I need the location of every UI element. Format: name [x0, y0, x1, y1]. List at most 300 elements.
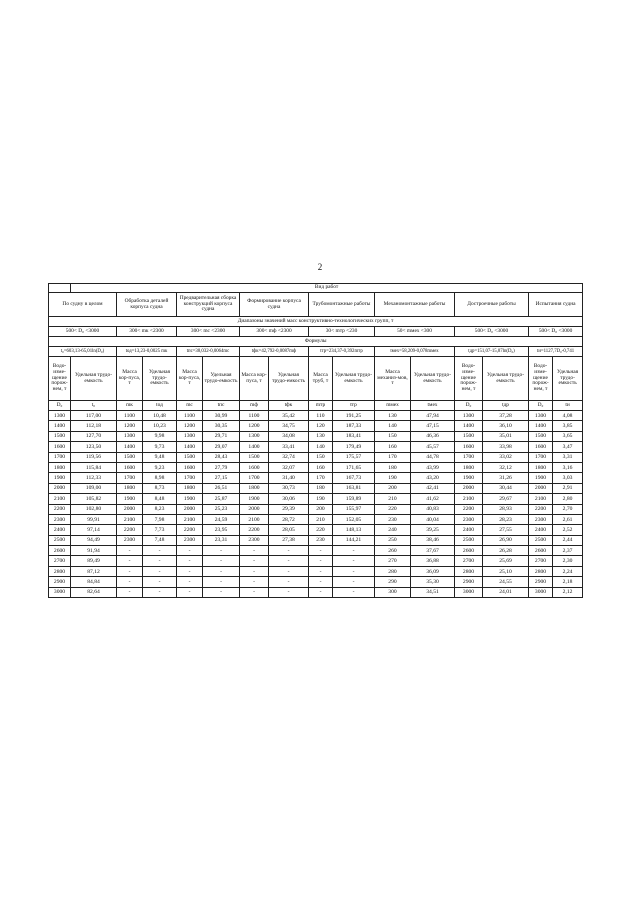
- table-cell: 31,26: [483, 473, 529, 483]
- table-cell: -: [240, 546, 269, 556]
- table-cell: 2900: [455, 577, 483, 587]
- table-cell: 9,23: [143, 462, 177, 472]
- table-cell: -: [333, 556, 375, 566]
- table-cell: 1800: [529, 462, 553, 472]
- table-cell: 1100: [177, 411, 203, 421]
- table-cell: 36,88: [411, 556, 455, 566]
- table-cell: 1300: [529, 411, 553, 421]
- table-cell: 35,30: [411, 577, 455, 587]
- table-cell: 1600: [455, 442, 483, 452]
- table-cell: 33,02: [483, 452, 529, 462]
- column-symbol: D₀: [455, 401, 483, 411]
- table-cell: 2300: [49, 514, 71, 524]
- table-cell: 2000: [455, 483, 483, 493]
- table-cell: -: [177, 587, 203, 597]
- range-value: 300< mc <2300: [177, 327, 240, 337]
- table-cell: 37,28: [483, 411, 529, 421]
- column-header: Водо-изме-щение порож-нем, т: [529, 357, 553, 401]
- table-cell: 2900: [529, 577, 553, 587]
- column-header: Масса кор-пуса, т: [240, 357, 269, 401]
- table-cell: 2500: [49, 535, 71, 545]
- table-cell: 34,51: [411, 587, 455, 597]
- table-cell: 119,56: [71, 452, 117, 462]
- table-cell: 8,23: [143, 504, 177, 514]
- table-cell: 30,44: [483, 483, 529, 493]
- table-cell: 171,65: [333, 462, 375, 472]
- table-cell: 179,49: [333, 442, 375, 452]
- table-cell: 150: [375, 431, 411, 441]
- table-cell: 140: [375, 421, 411, 431]
- table-cell: 163,81: [333, 483, 375, 493]
- table-cell: 36,10: [483, 421, 529, 431]
- table-cell: 82,64: [71, 587, 117, 597]
- table-cell: 25,10: [483, 566, 529, 576]
- table-cell: 152,05: [333, 514, 375, 524]
- formula: tпс=38,032-0,0064mc: [177, 347, 240, 357]
- table-cell: 2500: [529, 535, 553, 545]
- range-value: 30< mтр <230: [309, 327, 375, 337]
- table-row: [49, 587, 583, 597]
- table-cell: 3,31: [553, 452, 583, 462]
- column-symbol: tдр: [483, 401, 529, 411]
- table-cell: 2400: [455, 525, 483, 535]
- table-cell: 1700: [49, 452, 71, 462]
- table-cell: 2700: [455, 556, 483, 566]
- table-cell: 30,35: [203, 421, 240, 431]
- page-number: 2: [317, 262, 323, 272]
- table-cell: 1900: [240, 494, 269, 504]
- table-cell: 8,73: [143, 483, 177, 493]
- table-row: [49, 577, 583, 587]
- table-cell: 2800: [529, 566, 553, 576]
- table-row: [49, 473, 583, 483]
- table-cell: 2500: [455, 535, 483, 545]
- table-cell: -: [269, 587, 309, 597]
- table-cell: 191,25: [333, 411, 375, 421]
- table-cell: 130: [309, 431, 333, 441]
- table-cell: 1500: [49, 431, 71, 441]
- table-cell: 46,36: [411, 431, 455, 441]
- column-symbol: mc: [177, 401, 203, 411]
- table-cell: 1500: [529, 431, 553, 441]
- table-cell: 8,98: [143, 473, 177, 483]
- table-cell: 2300: [455, 514, 483, 524]
- table-row: [49, 535, 583, 545]
- table-cell: 45,57: [411, 442, 455, 452]
- table-cell: -: [117, 587, 143, 597]
- table-cell: -: [177, 546, 203, 556]
- table-cell: 9,48: [143, 452, 177, 462]
- formula: t₀=603,13-65,01ln(D₀): [49, 347, 117, 357]
- category-hull-forming: Формирование корпуса судна: [240, 293, 309, 317]
- table-cell: 32,12: [483, 462, 529, 472]
- table-cell: 2700: [49, 556, 71, 566]
- table-cell: -: [117, 577, 143, 587]
- table-cell: 87,12: [71, 566, 117, 576]
- table-cell: 89,49: [71, 556, 117, 566]
- table-cell: -: [143, 587, 177, 597]
- table-cell: 23,31: [203, 535, 240, 545]
- table-row: [49, 483, 583, 493]
- table-cell: 105,82: [71, 494, 117, 504]
- table-cell: 32,74: [269, 452, 309, 462]
- range-value: 50< mмех <300: [375, 327, 455, 337]
- table-cell: 110: [309, 411, 333, 421]
- table-cell: 91,94: [71, 546, 117, 556]
- table-cell: 3,65: [553, 431, 583, 441]
- table-cell: 2300: [117, 535, 143, 545]
- table-cell: 1600: [529, 442, 553, 452]
- table-cell: 2200: [455, 504, 483, 514]
- table-cell: 24,59: [203, 514, 240, 524]
- column-header: Удельная трудо-емкость: [269, 357, 309, 401]
- table-cell: -: [309, 546, 333, 556]
- table-cell: 26,90: [483, 535, 529, 545]
- range-value: 300< mф <2300: [240, 327, 309, 337]
- table-cell: 1600: [240, 462, 269, 472]
- range-value: 500< D₀ <3000: [49, 327, 117, 337]
- work-type-header: Вид работ: [71, 284, 583, 293]
- table-cell: 34,75: [269, 421, 309, 431]
- table-cell: 2600: [455, 546, 483, 556]
- column-symbol: mк: [117, 401, 143, 411]
- table-cell: -: [309, 556, 333, 566]
- table-cell: 148,13: [333, 525, 375, 535]
- formula: tмех=58,209-0,078mмех: [375, 347, 455, 357]
- table-cell: 2000: [240, 504, 269, 514]
- table-cell: -: [117, 566, 143, 576]
- table-cell: 34,08: [269, 431, 309, 441]
- table-cell: -: [269, 556, 309, 566]
- formulas-header: Формулы: [49, 337, 583, 347]
- table-cell: 33,98: [483, 442, 529, 452]
- table-cell: 29,71: [203, 431, 240, 441]
- table-cell: 28,43: [203, 452, 240, 462]
- table-cell: 183,41: [333, 431, 375, 441]
- table-cell: 220: [309, 525, 333, 535]
- table-cell: 2100: [117, 514, 143, 524]
- category-mechanical-works: Механомонтажные работы: [375, 293, 455, 317]
- column-symbol: mф: [240, 401, 269, 411]
- table-cell: 2200: [49, 504, 71, 514]
- table-cell: 155,97: [333, 504, 375, 514]
- table-cell: 24,01: [483, 587, 529, 597]
- table-cell: 270: [375, 556, 411, 566]
- table-cell: 10,48: [143, 411, 177, 421]
- table-cell: 24,55: [483, 577, 529, 587]
- table-cell: 1600: [117, 462, 143, 472]
- table-cell: -: [143, 577, 177, 587]
- table-cell: 1500: [455, 431, 483, 441]
- table-cell: 2300: [529, 514, 553, 524]
- table-cell: 240: [375, 525, 411, 535]
- table-cell: -: [309, 587, 333, 597]
- table-cell: 7,48: [143, 535, 177, 545]
- table-cell: 84,84: [71, 577, 117, 587]
- column-header: Удельная трудо-емкость: [483, 357, 529, 401]
- table-cell: -: [240, 566, 269, 576]
- table-cell: 27,79: [203, 462, 240, 472]
- table-cell: 30,73: [269, 483, 309, 493]
- table-cell: -: [269, 577, 309, 587]
- table-cell: 2800: [49, 566, 71, 576]
- table-cell: 290: [375, 577, 411, 587]
- category-outfitting: Достроечные работы: [455, 293, 529, 317]
- table-cell: 1700: [117, 473, 143, 483]
- table-cell: -: [177, 577, 203, 587]
- table-cell: -: [203, 587, 240, 597]
- table-cell: 2,18: [553, 577, 583, 587]
- table-cell: 130: [375, 411, 411, 421]
- table-cell: 26,28: [483, 546, 529, 556]
- column-symbol: tтр: [333, 401, 375, 411]
- table-cell: 1200: [177, 421, 203, 431]
- column-header: Удельная трудо-емкость: [203, 357, 240, 401]
- table-cell: 2100: [240, 514, 269, 524]
- table-cell: 47,15: [411, 421, 455, 431]
- table-cell: 2,24: [553, 566, 583, 576]
- table-cell: 2000: [49, 483, 71, 493]
- table-cell: 2,52: [553, 525, 583, 535]
- table-cell: 2,80: [553, 494, 583, 504]
- table-cell: 30,06: [269, 494, 309, 504]
- category-whole-ship: По судну в целом: [49, 293, 117, 317]
- formula: tтр=234,37-0,392mтр: [309, 347, 375, 357]
- table-cell: 29,67: [483, 494, 529, 504]
- table-cell: 27,55: [483, 525, 529, 535]
- table-cell: -: [240, 556, 269, 566]
- table-row: [49, 525, 583, 535]
- table-cell: 230: [309, 535, 333, 545]
- table-cell: 9,73: [143, 442, 177, 452]
- table-cell: 123,50: [71, 442, 117, 452]
- category-hull-parts: Обработка деталей корпуса судна: [117, 293, 177, 317]
- table-row: [49, 556, 583, 566]
- table-cell: 1700: [177, 473, 203, 483]
- table-cell: 9,98: [143, 431, 177, 441]
- table-cell: 1900: [49, 473, 71, 483]
- table-cell: 115,84: [71, 462, 117, 472]
- table-cell: 200: [309, 504, 333, 514]
- table-cell: 1800: [117, 483, 143, 493]
- table-cell: 3,85: [553, 421, 583, 431]
- table-cell: 1400: [49, 421, 71, 431]
- table-row: [49, 504, 583, 514]
- column-header: Удельная трудо-емкость: [71, 357, 117, 401]
- table-cell: 1700: [529, 452, 553, 462]
- table-cell: 280: [375, 566, 411, 576]
- table-cell: 1300: [117, 431, 143, 441]
- table-cell: 38,46: [411, 535, 455, 545]
- table-cell: 31,40: [269, 473, 309, 483]
- table-cell: 2300: [240, 535, 269, 545]
- table-cell: 2800: [455, 566, 483, 576]
- table-cell: 42,41: [411, 483, 455, 493]
- table-cell: 167,73: [333, 473, 375, 483]
- table-cell: -: [240, 587, 269, 597]
- table-cell: -: [117, 556, 143, 566]
- table-row: [49, 566, 583, 576]
- table-cell: 260: [375, 546, 411, 556]
- table-cell: 159,89: [333, 494, 375, 504]
- table-cell: 2,44: [553, 535, 583, 545]
- table-cell: 28,72: [269, 514, 309, 524]
- table-cell: 2200: [240, 525, 269, 535]
- table-cell: 160: [309, 462, 333, 472]
- table-cell: 1100: [117, 411, 143, 421]
- table-cell: -: [309, 566, 333, 576]
- table-cell: 1400: [240, 442, 269, 452]
- table-cell: 32,07: [269, 462, 309, 472]
- table-cell: 1300: [177, 431, 203, 441]
- table-row: [49, 421, 583, 431]
- table-cell: 1500: [117, 452, 143, 462]
- table-cell: 25,87: [203, 494, 240, 504]
- table-cell: -: [333, 587, 375, 597]
- table-cell: 1700: [240, 473, 269, 483]
- table-cell: 1600: [49, 442, 71, 452]
- table-cell: 1100: [240, 411, 269, 421]
- column-symbol: mмех: [375, 401, 411, 411]
- table-cell: 2600: [529, 546, 553, 556]
- table-cell: 97,14: [71, 525, 117, 535]
- table-cell: -: [203, 546, 240, 556]
- table-cell: 28,23: [483, 514, 529, 524]
- table-cell: 144,21: [333, 535, 375, 545]
- table-cell: 26,51: [203, 483, 240, 493]
- range-value: 500< D₀ <3000: [455, 327, 529, 337]
- range-value: 300< mк <2300: [117, 327, 177, 337]
- table-cell: 1200: [240, 421, 269, 431]
- table-cell: 4,08: [553, 411, 583, 421]
- table-cell: 44,78: [411, 452, 455, 462]
- table-cell: 2100: [177, 514, 203, 524]
- table-cell: 3000: [49, 587, 71, 597]
- table-cell: 94,49: [71, 535, 117, 545]
- table-cell: 1700: [455, 452, 483, 462]
- column-symbol: tпс: [203, 401, 240, 411]
- table-cell: 175,57: [333, 452, 375, 462]
- table-cell: 3,16: [553, 462, 583, 472]
- table-cell: 1800: [177, 483, 203, 493]
- table-cell: 2,91: [553, 483, 583, 493]
- column-symbol: tи: [553, 401, 583, 411]
- table-cell: 2,61: [553, 514, 583, 524]
- table-cell: 2100: [49, 494, 71, 504]
- formula: tод=13,23-0,0025 mк: [117, 347, 177, 357]
- table-cell: 117,00: [71, 411, 117, 421]
- table-cell: 190: [309, 494, 333, 504]
- column-header: Удельная трудо-емкость: [143, 357, 177, 401]
- table-cell: 10,23: [143, 421, 177, 431]
- table-cell: 1300: [240, 431, 269, 441]
- table-cell: 35,42: [269, 411, 309, 421]
- table-row: [49, 442, 583, 452]
- table-cell: -: [333, 546, 375, 556]
- table-row: [49, 494, 583, 504]
- table-cell: 25,69: [483, 556, 529, 566]
- table-cell: 41,62: [411, 494, 455, 504]
- table-row: [49, 462, 583, 472]
- table-cell: 33,41: [269, 442, 309, 452]
- column-header: Удельная трудо-емкость: [333, 357, 375, 401]
- table-cell: -: [269, 566, 309, 576]
- table-cell: -: [143, 546, 177, 556]
- table-cell: 40,83: [411, 504, 455, 514]
- table-cell: -: [203, 556, 240, 566]
- category-testing: Испытания судна: [529, 293, 583, 317]
- table-cell: 170: [309, 473, 333, 483]
- table-cell: -: [177, 556, 203, 566]
- table-cell: 2200: [529, 504, 553, 514]
- table-cell: 2100: [529, 494, 553, 504]
- table-cell: 120: [309, 421, 333, 431]
- blank-cell: [49, 284, 71, 293]
- table-cell: 1800: [240, 483, 269, 493]
- table-cell: 1300: [455, 411, 483, 421]
- table-cell: 2100: [455, 494, 483, 504]
- table-cell: 300: [375, 587, 411, 597]
- table-cell: 2,70: [553, 504, 583, 514]
- table-cell: 30,99: [203, 411, 240, 421]
- table-cell: 210: [309, 514, 333, 524]
- table-cell: 2300: [177, 535, 203, 545]
- table-cell: 160: [375, 442, 411, 452]
- table-cell: 23,95: [203, 525, 240, 535]
- formula: tдр=151,07-15,87ln(D₀): [455, 347, 529, 357]
- table-cell: 1900: [117, 494, 143, 504]
- column-symbol: tфк: [269, 401, 309, 411]
- table-row: [49, 452, 583, 462]
- table-cell: 43,99: [411, 462, 455, 472]
- labor-intensity-table: [48, 283, 583, 598]
- table-cell: 2000: [177, 504, 203, 514]
- table-cell: 28,93: [483, 504, 529, 514]
- table-cell: -: [203, 566, 240, 576]
- table-cell: 1200: [117, 421, 143, 431]
- table-cell: 25,23: [203, 504, 240, 514]
- table-cell: -: [143, 556, 177, 566]
- table-cell: 2000: [117, 504, 143, 514]
- table-cell: 109,00: [71, 483, 117, 493]
- table-cell: 1400: [529, 421, 553, 431]
- table-cell: 2400: [529, 525, 553, 535]
- table-cell: 2400: [49, 525, 71, 535]
- table-cell: -: [240, 577, 269, 587]
- table-cell: 112,18: [71, 421, 117, 431]
- table-cell: 39,25: [411, 525, 455, 535]
- formula: tи=1127,7D₀-0,741: [529, 347, 583, 357]
- table-cell: 2,37: [553, 546, 583, 556]
- formula: tфк=42,792-0,0087mф: [240, 347, 309, 357]
- table-cell: 43,20: [411, 473, 455, 483]
- column-header: Масса труб, т: [309, 357, 333, 401]
- table-cell: 200: [375, 483, 411, 493]
- column-header: Удельная трудо-емкость: [411, 357, 455, 401]
- table-row: [49, 546, 583, 556]
- column-symbol: D₀: [529, 401, 553, 411]
- table-cell: 2000: [529, 483, 553, 493]
- table-cell: 3,03: [553, 473, 583, 483]
- table-cell: 187,33: [333, 421, 375, 431]
- table-cell: -: [143, 566, 177, 576]
- table-cell: 27,15: [203, 473, 240, 483]
- table-cell: 220: [375, 504, 411, 514]
- table-cell: 8,48: [143, 494, 177, 504]
- table-cell: 1300: [49, 411, 71, 421]
- table-cell: 2200: [117, 525, 143, 535]
- table-cell: 28,05: [269, 525, 309, 535]
